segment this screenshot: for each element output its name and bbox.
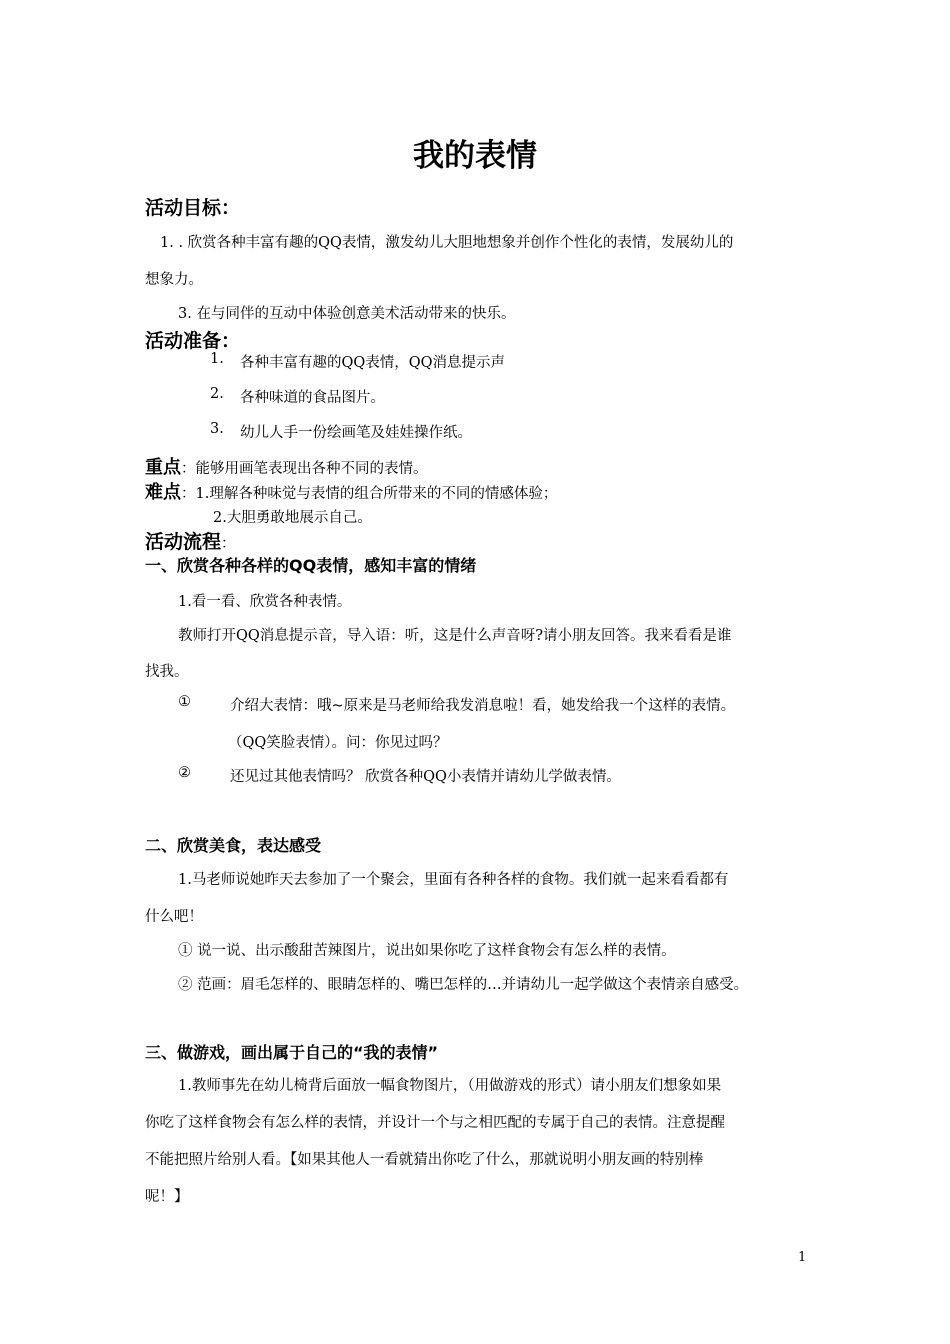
- process-heading-colon: ：: [221, 536, 236, 552]
- section-2-p1-cont: 什么吧！: [145, 909, 203, 925]
- section-1-p2: 教师打开QQ消息提示音，导入语：听，这是什么声音呀?请小朋友回答。我来看看是谁: [178, 628, 732, 644]
- key-point-text: ：能够用画笔表现出各种不同的表情。: [181, 461, 428, 477]
- prep-item-text: 各种丰富有趣的QQ表情，QQ消息提示声: [240, 355, 506, 371]
- key-point-label: 重点: [145, 457, 181, 478]
- section-3-p1-cont-1: 你吃了这样食物会有怎么样的表情，并设计一个与之相匹配的专属于自己的表情。注意提醒: [145, 1115, 725, 1131]
- goals-heading: 活动目标：: [145, 197, 241, 219]
- section-3-p1-cont-2: 不能把照片给别人看。【如果其他人一看就猜出你吃了什么，那就说明小朋友画的特别棒: [145, 1152, 704, 1168]
- goals-item-1: 1. . 欣赏各种丰富有趣的QQ表情，激发幼儿大胆地想象并创作个性化的表情，发展幼儿的: [160, 235, 734, 251]
- section-2-p2: ① 说一说、出示酸甜苦辣图片，说出如果你吃了这样食物会有怎么样的表情。: [178, 943, 676, 959]
- section-3-title: 三、做游戏，画出属于自己的“我的表情”: [145, 1043, 439, 1062]
- process-heading-row: [145, 527, 236, 554]
- section-1-circle-1: ①: [178, 694, 191, 710]
- goals-item-1-cont: 想象力。: [145, 272, 203, 288]
- prep-item-num: 3.: [210, 421, 224, 437]
- section-1-item-1: 介绍大表情：哦~原来是马老师给我发消息啦！看，她发给我一个这样的表情。: [230, 698, 736, 714]
- prep-item-text: 各种味道的食品图片。: [240, 390, 385, 406]
- key-point-row: [145, 453, 428, 479]
- section-2-title: 二、欣赏美食，表达感受: [145, 836, 322, 855]
- section-1-circle-2: ②: [178, 765, 191, 781]
- page-title: 我的表情: [413, 138, 537, 174]
- difficulty-text: ：1.理解各种味觉与表情的组合所带来的不同的情感体验；: [181, 486, 558, 502]
- difficulty-line-2: 2.大胆勇敢地展示自己。: [213, 510, 372, 526]
- section-1-item-2: 还见过其他表情吗？ 欣赏各种QQ小表情并请幼儿学做表情。: [230, 769, 621, 785]
- prep-item-num: 2.: [210, 386, 224, 402]
- section-2-p3: ② 范画：眉毛怎样的、眼睛怎样的、嘴巴怎样的…并请幼儿一起学做这个表情亲自感受。: [178, 977, 749, 993]
- process-heading: 活动流程: [145, 531, 222, 553]
- section-1-p2-cont: 找我。: [145, 664, 189, 680]
- goals-item-3: 3. 在与同伴的互动中体验创意美术活动带来的快乐。: [178, 306, 516, 322]
- prep-item-text: 幼儿人手一份绘画笔及娃娃操作纸。: [240, 425, 472, 441]
- section-1-item-1-cont: （QQ笑脸表情）。问：你见过吗？: [228, 735, 448, 751]
- difficulty-label: 难点: [145, 482, 181, 503]
- section-3-p1-cont-3: 呢！】: [145, 1189, 189, 1205]
- difficulty-row: [145, 478, 557, 504]
- prep-heading: 活动准备：: [145, 330, 241, 352]
- section-2-p1: 1.马老师说她昨天去参加了一个聚会，里面有各种各样的食物。我们就一起来看看都有: [178, 872, 729, 888]
- page-number: 1: [798, 1250, 807, 1265]
- prep-item-num: 1.: [210, 351, 224, 367]
- section-3-p1: 1.教师事先在幼儿椅背后面放一幅食物图片，（用做游戏的形式）请小朋友们想象如果: [178, 1078, 722, 1094]
- section-1-p1: 1.看一看、欣赏各种表情。: [178, 594, 352, 610]
- section-1-title: 一、欣赏各种各样的QQ表情，感知丰富的情绪: [145, 556, 477, 575]
